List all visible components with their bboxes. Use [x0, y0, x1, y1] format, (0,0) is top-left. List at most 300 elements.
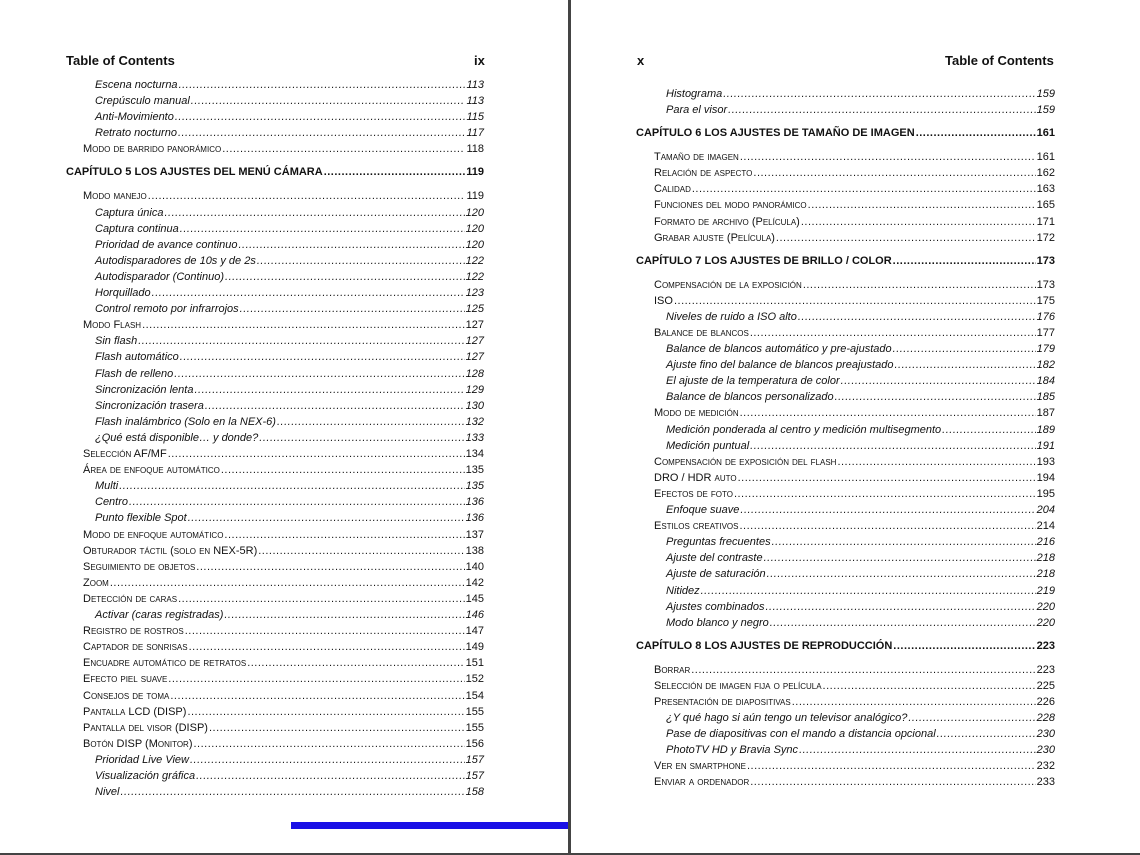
- toc-entry-label: Modo de barrido panorámico: [83, 143, 222, 156]
- toc-entry-page-number: 158: [465, 786, 484, 799]
- toc-dot-leader: [120, 785, 464, 800]
- toc-entry-page-number: 149: [465, 641, 484, 654]
- toc-entry[interactable]: [666, 727, 1055, 742]
- toc-entry-page-number: 125: [465, 303, 484, 316]
- toc-dot-leader: [691, 663, 1035, 678]
- toc-entry[interactable]: [654, 150, 1055, 165]
- toc-chapter-entry[interactable]: [636, 639, 1055, 654]
- toc-dot-leader: [247, 656, 464, 671]
- toc-entry-page-number: 115: [466, 111, 484, 124]
- toc-entry[interactable]: [654, 471, 1055, 486]
- toc-entry[interactable]: [666, 423, 1055, 438]
- toc-dot-leader: [257, 254, 465, 269]
- right-header-page-number: x: [637, 53, 645, 68]
- toc-entry-label: Sincronización trasera: [95, 399, 204, 412]
- toc-entry[interactable]: [95, 367, 484, 382]
- toc-entry-page-number: 219: [1036, 584, 1055, 597]
- toc-entry-label: Ajuste de saturación: [666, 568, 766, 581]
- toc-entry[interactable]: [95, 238, 484, 253]
- toc-entry-page-number: 155: [465, 705, 484, 718]
- toc-dot-leader: [753, 166, 1035, 181]
- toc-entry-label: CAPÍTULO 5 LOS AJUSTES DEL MENÚ CÁMARA: [66, 166, 323, 179]
- toc-entry-page-number: 135: [465, 480, 484, 493]
- toc-dot-leader: [165, 206, 465, 221]
- toc-entry-label: Zoom: [83, 576, 109, 589]
- toc-entry[interactable]: [654, 278, 1055, 293]
- toc-entry[interactable]: [83, 189, 484, 204]
- toc-entry-page-number: 175: [1036, 294, 1055, 307]
- toc-entry-label: Tamaño de imagen: [654, 151, 739, 164]
- toc-entry-page-number: 127: [465, 319, 484, 332]
- toc-entry[interactable]: [83, 640, 484, 655]
- toc-entry-page-number: 191: [1036, 439, 1055, 452]
- toc-dot-leader: [799, 743, 1036, 758]
- toc-entry-label: Autodisparadores de 10s y de 2s: [95, 254, 256, 267]
- toc-dot-leader: [937, 727, 1036, 742]
- toc-entry-page-number: 138: [465, 544, 484, 557]
- toc-entry-page-number: 220: [1036, 616, 1055, 629]
- toc-dot-leader: [168, 447, 465, 462]
- toc-entry-page-number: 163: [1036, 183, 1055, 196]
- toc-entry-label: Horquillado: [95, 287, 151, 299]
- toc-dot-leader: [841, 374, 1036, 389]
- toc-entry-label: Selección AF/MF: [83, 448, 167, 460]
- toc-entry-label: Efecto piel suave: [83, 673, 168, 686]
- toc-entry-page-number: 230: [1036, 744, 1055, 757]
- toc-entry[interactable]: [654, 406, 1055, 421]
- toc-dot-leader: [191, 94, 466, 109]
- toc-entry-page-number: 176: [1036, 310, 1055, 323]
- toc-entry[interactable]: [666, 567, 1055, 582]
- toc-entry-page-number: 173: [1036, 254, 1055, 267]
- toc-dot-leader: [148, 189, 466, 204]
- toc-dot-leader: [692, 182, 1036, 197]
- toc-entry-page-number: 152: [465, 673, 484, 686]
- toc-entry-page-number: 204: [1036, 504, 1055, 516]
- toc-dot-leader: [190, 753, 465, 768]
- toc-entry[interactable]: [83, 689, 484, 704]
- toc-dot-leader: [728, 103, 1036, 118]
- toc-entry-page-number: 179: [1036, 343, 1055, 355]
- toc-entry-label: Multi: [95, 480, 119, 493]
- toc-entry-label: CAPÍTULO 8 LOS AJUSTES DE REPRODUCCIÓN: [636, 639, 893, 652]
- toc-entry-label: Compensación de la exposición: [654, 278, 802, 291]
- toc-dot-leader: [893, 639, 1035, 654]
- toc-entry-label: Medición ponderada al centro y medición multisegmento: [666, 423, 942, 436]
- toc-entry-label: Pase de diapositivas con el mando a distancia opcional: [666, 728, 936, 741]
- toc-entry-label: Sincronización lenta: [95, 383, 194, 396]
- toc-entry-label: Enfoque suave: [666, 504, 740, 516]
- toc-entry-label: Anti-Movimiento: [95, 111, 174, 124]
- toc-entry-page-number: 136: [465, 512, 484, 525]
- toc-entry[interactable]: [83, 544, 484, 559]
- toc-entry[interactable]: [95, 431, 484, 446]
- toc-dot-leader: [908, 711, 1035, 726]
- toc-dot-leader: [739, 519, 1035, 534]
- toc-entry-page-number: 218: [1036, 568, 1055, 581]
- toc-entry-label: Autodisparador (Continuo): [95, 270, 225, 283]
- toc-entry-label: Seguimiento de objetos: [83, 560, 196, 573]
- toc-entry-page-number: 194: [1036, 471, 1055, 484]
- toc-dot-leader: [767, 567, 1036, 582]
- toc-entry[interactable]: [654, 695, 1055, 710]
- toc-entry-label: Pantalla LCD (DISP): [83, 705, 187, 718]
- toc-dot-leader: [798, 310, 1036, 325]
- toc-entry[interactable]: [83, 624, 484, 639]
- toc-entry-label: Histograma: [666, 88, 723, 100]
- toc-entry-label: Visualización gráfica: [95, 770, 196, 782]
- toc-dot-leader: [138, 334, 464, 349]
- toc-entry[interactable]: [666, 342, 1055, 357]
- toc-entry-label: PhotoTV HD y Bravia Sync: [666, 744, 799, 757]
- toc-entry-label: Preguntas frecuentes: [666, 536, 771, 549]
- toc-entry[interactable]: [654, 198, 1055, 213]
- toc-entry-page-number: 189: [1036, 423, 1055, 436]
- toc-entry-page-number: 225: [1036, 679, 1055, 692]
- toc-dot-leader: [942, 423, 1035, 438]
- toc-entry-label: Formato de archivo (Película): [654, 215, 800, 228]
- toc-dot-leader: [776, 231, 1036, 246]
- toc-dot-leader: [764, 551, 1036, 566]
- toc-dot-leader: [723, 87, 1035, 102]
- toc-entry-label: ISO: [654, 294, 673, 307]
- toc-entry-label: Compensación de exposición del flash: [654, 455, 837, 468]
- toc-entry[interactable]: [95, 479, 484, 494]
- toc-entry-label: ¿Qué está disponible… y donde?: [95, 431, 259, 444]
- toc-entry[interactable]: [654, 182, 1055, 197]
- toc-entry[interactable]: [654, 759, 1055, 774]
- toc-entry-page-number: 120: [465, 238, 484, 251]
- toc-entry[interactable]: [95, 350, 484, 365]
- toc-entry[interactable]: [95, 254, 484, 269]
- toc-entry-page-number: 162: [1036, 167, 1055, 180]
- toc-entry-page-number: 154: [465, 689, 484, 702]
- toc-entry[interactable]: [666, 87, 1055, 102]
- toc-dot-leader: [792, 695, 1036, 710]
- toc-entry-page-number: 223: [1036, 663, 1055, 676]
- right-header-title: Table of Contents: [945, 53, 1054, 68]
- toc-entry-page-number: 118: [466, 143, 484, 156]
- toc-entry-page-number: 120: [465, 222, 484, 235]
- toc-entry-page-number: 159: [1036, 88, 1055, 100]
- toc-entry-label: Modo manejo: [83, 190, 147, 203]
- toc-entry-page-number: 142: [465, 576, 484, 589]
- toc-entry-page-number: 184: [1036, 375, 1055, 388]
- toc-entry-page-number: 119: [466, 166, 484, 179]
- toc-entry-label: Detección de caras: [83, 592, 178, 605]
- toc-dot-leader: [674, 294, 1036, 309]
- toc-entry-page-number: 228: [1036, 712, 1055, 724]
- toc-dot-leader: [129, 495, 465, 510]
- toc-dot-leader: [185, 624, 465, 639]
- toc-entry-page-number: 161: [1036, 127, 1055, 140]
- toc-chapter-entry[interactable]: [636, 254, 1055, 269]
- toc-entry-label: Grabar ajuste (Película): [654, 231, 775, 244]
- toc-dot-leader: [209, 721, 465, 736]
- toc-entry-page-number: 128: [465, 367, 484, 380]
- toc-entry[interactable]: [95, 126, 484, 141]
- toc-dot-leader: [893, 254, 1036, 269]
- toc-entry-page-number: 230: [1036, 728, 1055, 741]
- toc-entry[interactable]: [83, 576, 484, 591]
- toc-entry-page-number: 151: [465, 657, 484, 670]
- toc-dot-leader: [194, 737, 465, 752]
- toc-entry[interactable]: [83, 592, 484, 607]
- toc-entry-label: Niveles de ruido a ISO alto: [666, 310, 797, 323]
- toc-entry[interactable]: [95, 383, 484, 398]
- toc-entry[interactable]: [666, 310, 1055, 325]
- toc-dot-leader: [188, 511, 465, 526]
- left-page: [0, 0, 568, 853]
- toc-entry-label: Medición puntual: [666, 439, 750, 452]
- toc-entry[interactable]: [83, 142, 484, 157]
- toc-entry-page-number: 216: [1036, 536, 1055, 549]
- toc-entry-page-number: 161: [1036, 151, 1055, 164]
- toc-entry-page-number: 117: [466, 127, 484, 140]
- toc-dot-leader: [224, 528, 464, 543]
- toc-entry-page-number: 220: [1036, 600, 1055, 613]
- toc-entry[interactable]: [666, 616, 1055, 631]
- toc-dot-leader: [277, 415, 465, 430]
- toc-entry-page-number: 113: [466, 95, 484, 108]
- toc-entry-page-number: 145: [465, 592, 484, 605]
- toc-dot-leader: [765, 600, 1035, 615]
- toc-entry[interactable]: [83, 737, 484, 752]
- left-header-title: Table of Contents: [66, 53, 175, 68]
- toc-entry[interactable]: [83, 528, 484, 543]
- toc-entry-label: Flash inalámbrico (Solo en la NEX-6): [95, 415, 276, 428]
- right-page: [571, 0, 1140, 853]
- toc-entry[interactable]: [654, 294, 1055, 309]
- toc-entry[interactable]: [95, 511, 484, 526]
- toc-entry-label: Sin flash: [95, 335, 138, 348]
- toc-dot-leader: [803, 278, 1036, 293]
- toc-entry-label: Balance de blancos: [654, 326, 749, 339]
- toc-entry[interactable]: [95, 399, 484, 414]
- toc-dot-leader: [801, 215, 1036, 230]
- toc-dot-leader: [837, 455, 1035, 470]
- toc-entry[interactable]: [666, 374, 1055, 389]
- toc-entry[interactable]: [666, 600, 1055, 615]
- toc-entry-label: Efectos de foto: [654, 487, 733, 500]
- toc-entry[interactable]: [83, 721, 484, 736]
- toc-entry-label: Captador de sonrisas: [83, 641, 188, 654]
- toc-entry-label: Control remoto por infrarrojos: [95, 303, 239, 316]
- toc-entry-label: Flash de relleno: [95, 367, 174, 380]
- toc-entry[interactable]: [95, 785, 484, 800]
- toc-entry-page-number: 127: [465, 335, 484, 348]
- toc-entry-label: Relación de aspecto: [654, 167, 753, 180]
- toc-entry[interactable]: [654, 231, 1055, 246]
- toc-entry-page-number: 182: [1036, 359, 1055, 372]
- toc-chapter-entry[interactable]: [66, 165, 484, 180]
- toc-entry-page-number: 195: [1036, 487, 1055, 500]
- toc-dot-leader: [750, 326, 1036, 341]
- toc-entry-page-number: 130: [465, 399, 484, 412]
- toc-entry-page-number: 171: [1036, 215, 1055, 228]
- toc-entry-label: Selección de imagen fija o película: [654, 679, 822, 692]
- toc-entry-label: Balance de blancos automático y pre-ajustado: [666, 343, 892, 355]
- toc-dot-leader: [770, 616, 1036, 631]
- toc-entry[interactable]: [95, 270, 484, 285]
- toc-entry-label: Estilos creativos: [654, 520, 739, 533]
- toc-entry[interactable]: [83, 656, 484, 671]
- toc-entry-label: Encuadre automático de retratos: [83, 657, 247, 670]
- toc-entry-label: Nitidez: [666, 584, 700, 597]
- toc-entry-label: Ajuste del contraste: [666, 552, 763, 565]
- toc-dot-leader: [174, 367, 464, 382]
- toc-dot-leader: [808, 198, 1036, 213]
- toc-entry[interactable]: [95, 334, 484, 349]
- toc-entry[interactable]: [95, 78, 484, 93]
- toc-entry[interactable]: [654, 679, 1055, 694]
- toc-entry-label: CAPÍTULO 6 LOS AJUSTES DE TAMAÑO DE IMAGEN: [636, 127, 915, 140]
- toc-entry-page-number: 147: [465, 625, 484, 638]
- toc-entry-label: Borrar: [654, 663, 691, 676]
- toc-entry[interactable]: [95, 415, 484, 430]
- toc-dot-leader: [178, 126, 466, 141]
- toc-entry[interactable]: [654, 775, 1055, 790]
- toc-entry[interactable]: [83, 318, 484, 333]
- toc-entry[interactable]: [95, 608, 484, 623]
- toc-entry[interactable]: [666, 535, 1055, 550]
- toc-entry-label: Calidad: [654, 183, 691, 196]
- toc-entry-label: Nivel: [95, 786, 120, 799]
- toc-dot-leader: [168, 672, 464, 687]
- toc-entry[interactable]: [83, 560, 484, 575]
- toc-entry-label: Obturador táctil (solo en NEX-5R): [83, 544, 258, 557]
- toc-dot-leader: [221, 463, 465, 478]
- toc-entry[interactable]: [666, 390, 1055, 405]
- toc-entry[interactable]: [95, 302, 484, 317]
- toc-entry-page-number: 218: [1036, 552, 1055, 565]
- toc-entry[interactable]: [654, 215, 1055, 230]
- toc-entry-page-number: 134: [465, 448, 484, 460]
- toc-entry-label: Ver en smartphone: [654, 760, 746, 773]
- toc-entry[interactable]: [654, 326, 1055, 341]
- toc-dot-leader: [740, 150, 1036, 165]
- toc-dot-leader: [222, 142, 465, 157]
- scroll-progress-bar: [291, 822, 568, 829]
- toc-entry-label: Botón DISP (Monitor): [83, 737, 193, 750]
- toc-entry-page-number: 119: [466, 190, 484, 203]
- toc-entry-page-number: 226: [1036, 695, 1055, 708]
- toc-entry[interactable]: [95, 753, 484, 768]
- toc-entry-label: Ajuste fino del balance de blancos preajustado: [666, 359, 894, 372]
- toc-entry[interactable]: [95, 206, 484, 221]
- toc-entry[interactable]: [654, 487, 1055, 502]
- toc-entry-label: Ajustes combinados: [666, 600, 765, 613]
- toc-chapter-entry[interactable]: [636, 126, 1055, 141]
- toc-entry[interactable]: [666, 103, 1055, 118]
- toc-entry-label: Punto flexible Spot: [95, 512, 187, 525]
- toc-entry[interactable]: [83, 463, 484, 478]
- toc-entry-label: Flash automático: [95, 351, 179, 364]
- toc-dot-leader: [238, 238, 464, 253]
- toc-entry-page-number: 132: [465, 415, 484, 428]
- toc-entry-label: Modo Flash: [83, 319, 142, 332]
- toc-entry[interactable]: [95, 110, 484, 125]
- toc-entry-page-number: 140: [465, 560, 484, 573]
- toc-entry-label: Consejos de toma: [83, 689, 170, 702]
- toc-entry[interactable]: [95, 495, 484, 510]
- toc-entry[interactable]: [654, 455, 1055, 470]
- toc-entry-page-number: 165: [1036, 199, 1055, 212]
- toc-entry-label: Presentación de diapositivas: [654, 695, 791, 708]
- toc-entry[interactable]: [654, 519, 1055, 534]
- toc-dot-leader: [178, 592, 465, 607]
- toc-dot-leader: [110, 576, 465, 591]
- toc-entry[interactable]: [95, 94, 484, 109]
- toc-entry[interactable]: [666, 743, 1055, 758]
- toc-dot-leader: [152, 286, 465, 301]
- toc-entry-page-number: 157: [465, 753, 484, 766]
- toc-entry[interactable]: [666, 439, 1055, 454]
- toc-dot-leader: [119, 479, 464, 494]
- toc-entry[interactable]: [666, 584, 1055, 599]
- toc-entry-label: Funciones del modo panorámico: [654, 199, 807, 212]
- toc-entry[interactable]: [95, 286, 484, 301]
- toc-entry[interactable]: [95, 222, 484, 237]
- toc-dot-leader: [750, 775, 1035, 790]
- toc-entry-page-number: 156: [465, 737, 484, 750]
- toc-entry-page-number: 193: [1036, 455, 1055, 468]
- toc-entry[interactable]: [83, 705, 484, 720]
- toc-dot-leader: [180, 222, 465, 237]
- toc-entry[interactable]: [654, 663, 1055, 678]
- toc-entry[interactable]: [654, 166, 1055, 181]
- toc-dot-leader: [740, 503, 1035, 518]
- toc-entry-page-number: 129: [465, 383, 484, 396]
- toc-entry[interactable]: [666, 503, 1055, 518]
- toc-entry-label: Prioridad Live View: [95, 753, 189, 766]
- toc-entry[interactable]: [666, 551, 1055, 566]
- toc-dot-leader: [893, 342, 1036, 357]
- toc-entry[interactable]: [83, 447, 484, 462]
- toc-entry-label: Registro de rostros: [83, 625, 184, 638]
- toc-entry-page-number: 123: [465, 287, 484, 299]
- toc-entry-label: Balance de blancos personalizado: [666, 391, 834, 404]
- toc-entry-label: Modo de medición: [654, 407, 739, 420]
- toc-entry-page-number: 223: [1036, 639, 1055, 652]
- toc-dot-leader: [224, 608, 464, 623]
- toc-entry[interactable]: [95, 769, 484, 784]
- toc-entry-page-number: 173: [1036, 278, 1055, 291]
- toc-dot-leader: [701, 584, 1036, 599]
- toc-entry-page-number: 127: [465, 351, 484, 364]
- toc-entry-label: Activar (caras registradas): [95, 609, 224, 621]
- toc-entry-label: Pantalla del visor (DISP): [83, 721, 208, 734]
- toc-entry-page-number: 120: [465, 206, 484, 219]
- toc-entry-label: Crepúsculo manual: [95, 95, 190, 108]
- toc-entry-page-number: 137: [465, 528, 484, 541]
- toc-entry-label: Para el visor: [666, 104, 728, 117]
- toc-entry-page-number: 233: [1036, 776, 1055, 789]
- toc-entry[interactable]: [666, 358, 1055, 373]
- toc-dot-leader: [240, 302, 465, 317]
- toc-entry[interactable]: [83, 672, 484, 687]
- toc-entry-label: Modo blanco y negro: [666, 616, 769, 629]
- toc-entry-label: Captura única: [95, 206, 164, 219]
- toc-dot-leader: [750, 439, 1035, 454]
- toc-dot-leader: [916, 126, 1036, 141]
- toc-dot-leader: [205, 399, 465, 414]
- toc-dot-leader: [179, 78, 466, 93]
- toc-entry[interactable]: [666, 711, 1055, 726]
- toc-dot-leader: [170, 689, 464, 704]
- toc-entry-label: Enviar a ordenador: [654, 776, 750, 789]
- toc-dot-leader: [194, 383, 464, 398]
